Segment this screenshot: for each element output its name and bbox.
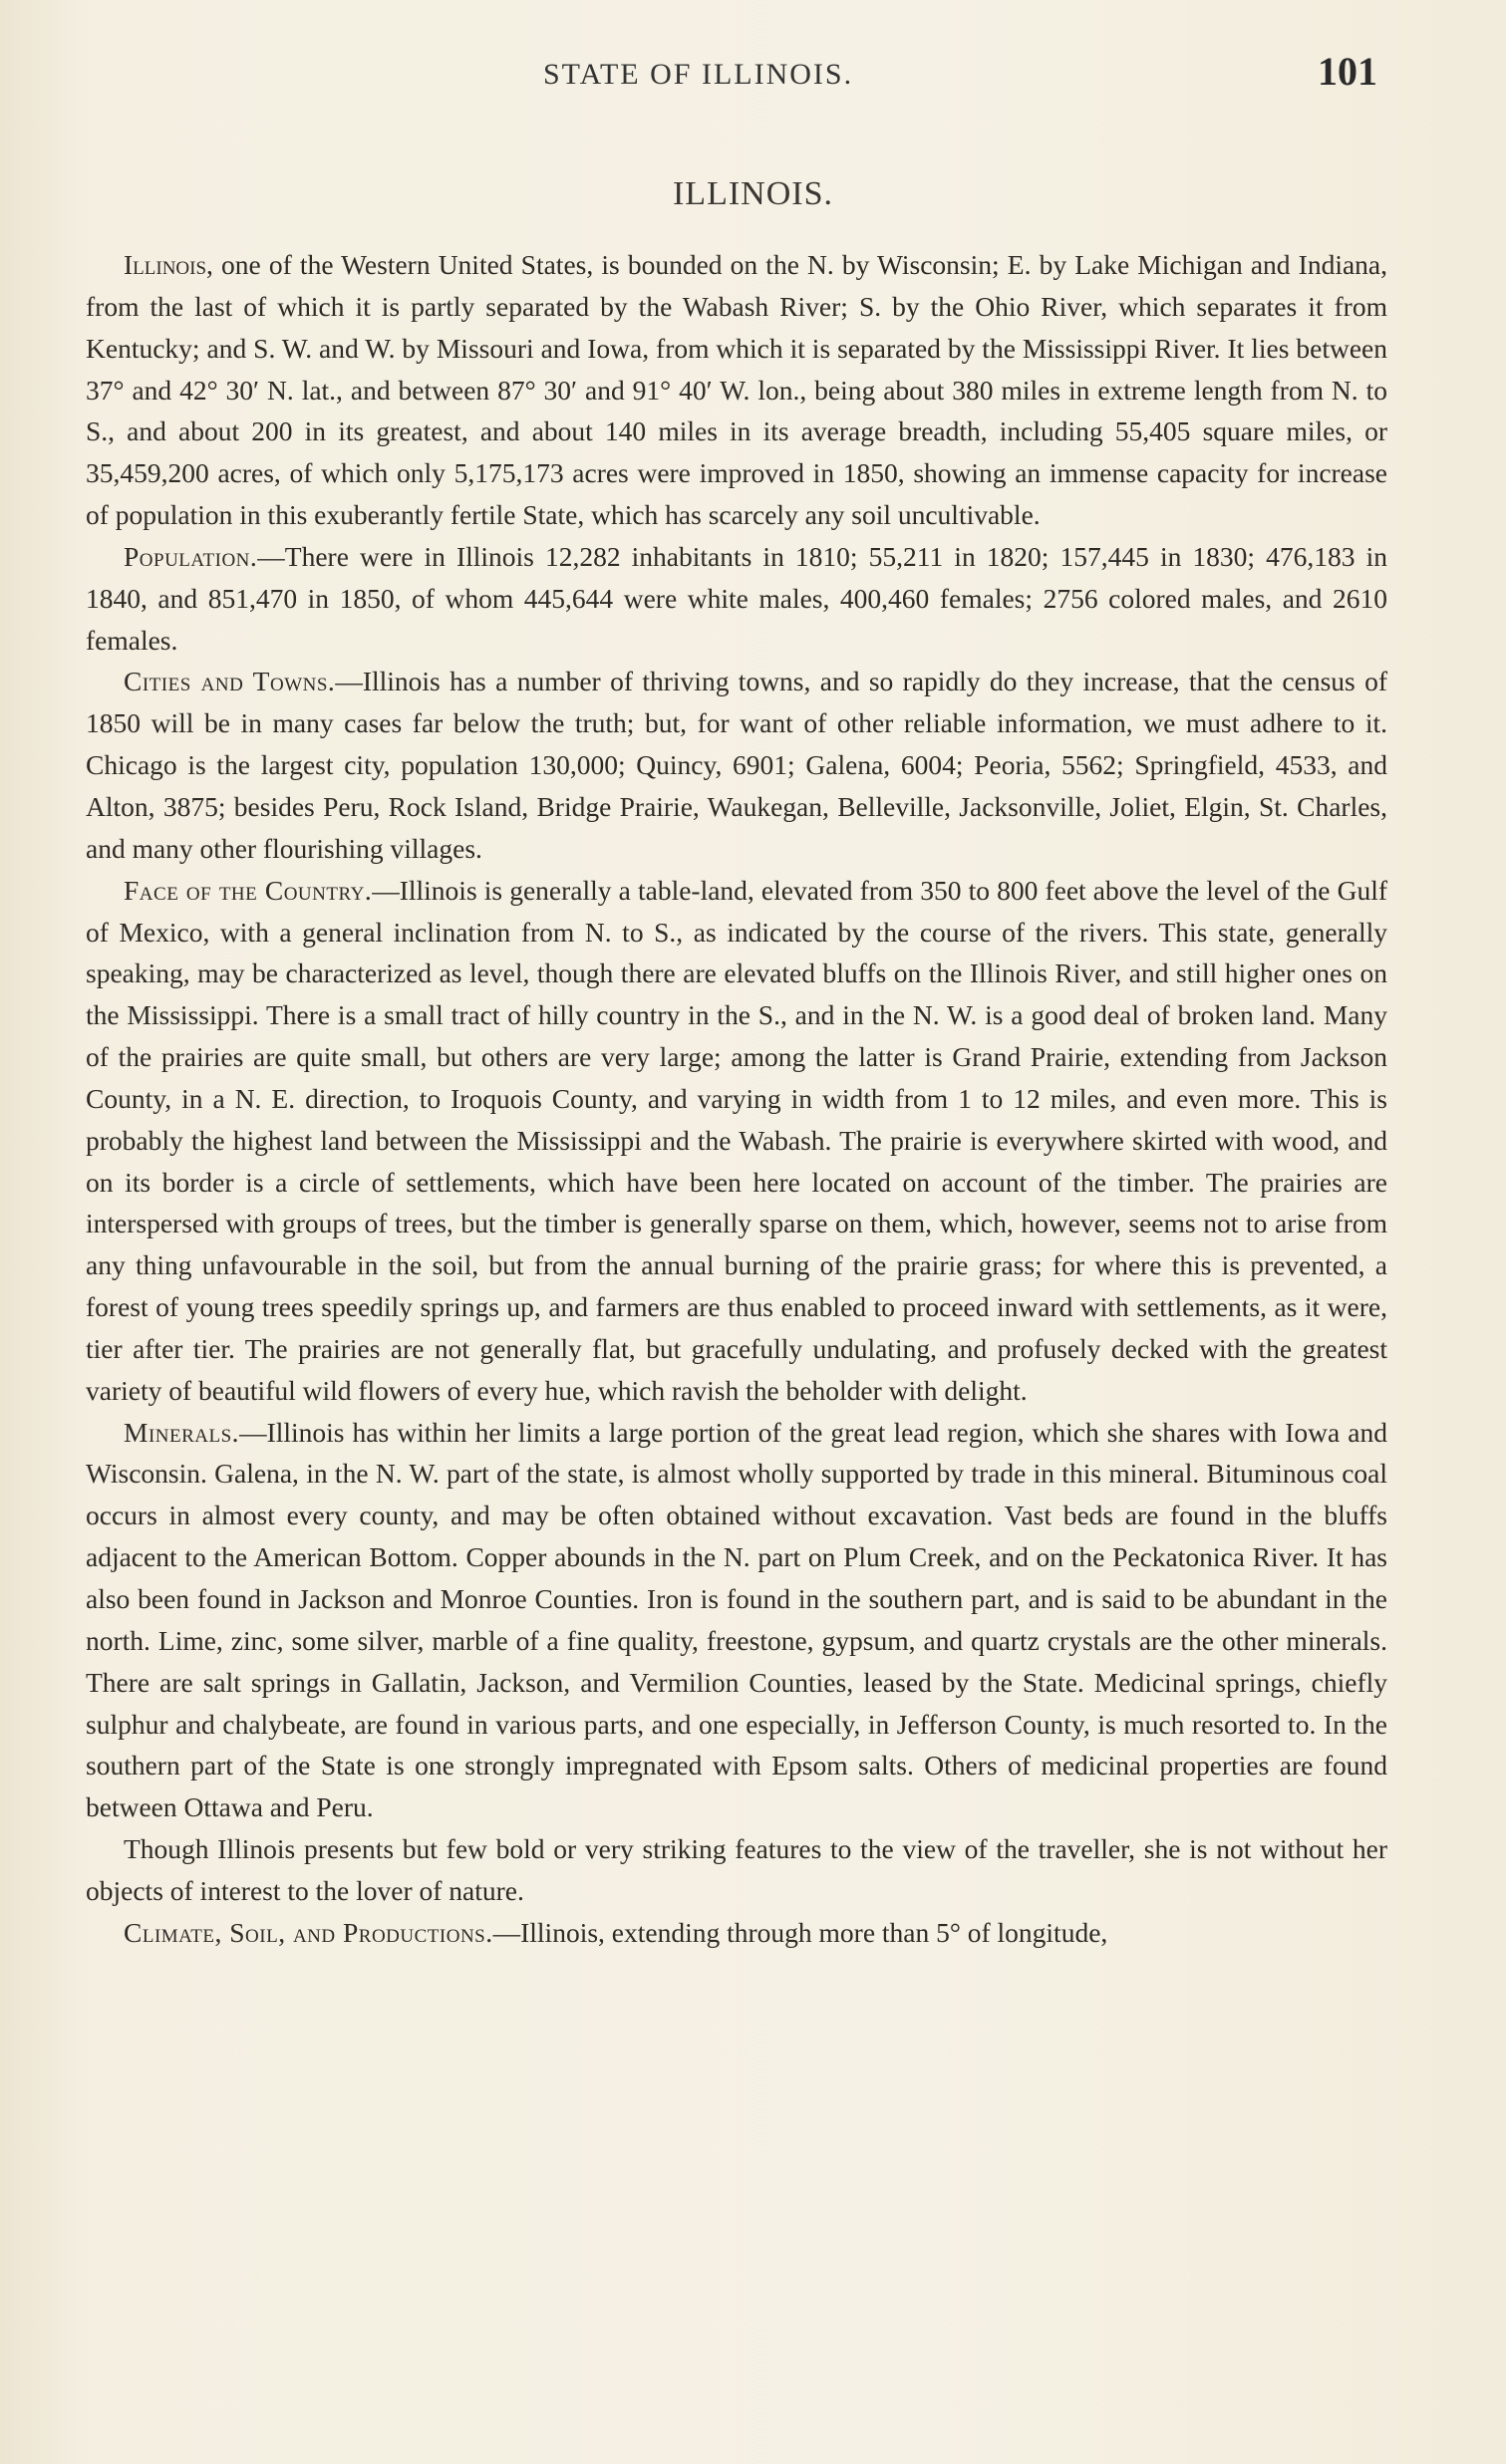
paragraph-features xyxy=(86,1828,1387,1912)
running-head xyxy=(0,48,1506,108)
article-title: ILLINOIS. xyxy=(672,175,834,212)
paragraph-text: Though Illinois presents but few bold or very striking features to the view of the traveller, she is not without her objects of interest to the lover of nature. xyxy=(86,1833,1387,1906)
paragraph-text: —Illinois is generally a table-land, elevated from 350 to 800 feet above the level of the Gulf of Mexico, with a general inclination from N. to S., as indicated by the course of the rivers. This state, generally speaking, may be characterized as level, though there are elevated bluffs on the Illinois River, and still higher ones on the Mississippi. There is a small tract of hilly country in the S., and in the N. W. is a good deal of broken land. Many of the prairies are quite small, but others are very large; among the latter is Grand Prairie, extending from Jackson County, in a N. E. direction, to Iroquois County, and varying in width from 1 to 12 miles, and even more. This is probably the highest land between the Mississippi and the Wabash. The prairie is everywhere skirted with wood, and on its border is a circle of settlements, which have been here located on account of the timber. The prairies are interspersed with groups of trees, but the timber is generally sparse on them, which, however, seems not to arise from any thing unfavourable in the soil, but from the annual burning of the prairie grass; for where this is prevented, a forest of young trees speedily springs up, and farmers are thus enabled to proceed inward with settlements, as it were, tier after tier. The prairies are not generally flat, but gracefully undulating, and profusely decked with the greatest variety of beautiful wild flowers of every hue, which ravish the beholder with delight. xyxy=(86,874,1387,1406)
paragraph-text: —Illinois, extending through more than 5° of longitude, xyxy=(492,1916,1108,1948)
running-head-title: STATE OF ILLINOIS. xyxy=(543,58,854,91)
paragraph-text: one of the Western United States, is bounded on the N. by Wisconsin; E. by Lake Michigan and Indiana, from the last of which it is partly separated by the Wabash River; S. by the Ohio River, which separates it from Kentucky; and S. W. and W. by Missouri and Iowa, from which it is separated by the Mississippi River. It lies between 37° and 42° 30′ N. lat., and between 87° 30′ and 91° 40′ W. lon., being about 380 miles in extreme length from N. to S., and about 200 in its greatest, and about 140 miles in its average breadth, including 55,405 square miles, or 35,459,200 acres, of which only 5,175,173 acres were improved in 1850, showing an immense capacity for increase of population in this exuberantly fertile State, which has scarcely any soil uncultivable. xyxy=(86,249,1387,531)
paragraph-intro xyxy=(86,244,1387,536)
paragraph-cities-and-towns xyxy=(86,661,1387,869)
page-number: 101 xyxy=(1318,49,1377,94)
paragraph-lead: Cities and Towns. xyxy=(124,666,336,697)
paragraph-population xyxy=(86,536,1387,662)
paragraph-text: —There were in Illinois 12,282 inhabitants in 1810; 55,211 in 1820; 157,445 in 1830; 476,183 in 1840, and 851,470 in 1850, of whom 445,644 were white males, 400,460 females; 2756 colored males, and 2610 females. xyxy=(86,540,1387,656)
paragraph-climate xyxy=(86,1912,1387,1954)
paragraph-face-of-country xyxy=(86,870,1387,1412)
paragraph-text: —Illinois has within her limits a large portion of the great lead region, which she shares with Iowa and Wisconsin. Galena, in the N. W. part of the state, is almost wholly supported by trade in this mineral. Bituminous coal occurs in almost every county, and may be often obtained without excavation. Vast beds are found in the bluffs adjacent to the American Bottom. Copper abounds in the N. part on Plum Creek, and on the Peckatonica River. It has also been found in Jackson and Monroe Counties. Iron is found in the southern part, and is said to be abundant in the north. Lime, zinc, some silver, marble of a fine quality, freestone, gypsum, and quartz crystals are the other minerals. There are salt springs in Gallatin, Jackson, and Vermilion Counties, leased by the State. Medicinal springs, chiefly sulphur and chalybeate, are found in various parts, and one especially, in Jefferson County, is much resorted to. In the southern part of the State is one strongly impregnated with Epsom salts. Others of medicinal properties are found between Ottawa and Peru. xyxy=(86,1416,1387,1823)
paragraph-lead: Face of the Country. xyxy=(124,874,373,906)
paragraph-lead: Population. xyxy=(124,540,258,572)
paragraph-text: —Illinois has a number of thriving towns, and so rapidly do they increase, that the census of 1850 will be in many cases far below the truth; but, for want of other reliable information, we must adhere to it. Chicago is the largest city, population 130,000; Quincy, 6901; Galena, 6004; Peoria, 5562; Springfield, 4533, and Alton, 3875; besides Peru, Rock Island, Bridge Prairie, Waukegan, Belleville, Jacksonville, Joliet, Elgin, St. Charles, and many other flourishing villages. xyxy=(86,666,1387,864)
paragraph-lead: Climate, Soil, and Productions. xyxy=(124,1916,493,1948)
article-body xyxy=(86,244,1387,1954)
paragraph-lead: Illinois, xyxy=(124,249,213,280)
paragraph-minerals xyxy=(86,1412,1387,1828)
paragraph-lead: Minerals. xyxy=(124,1416,240,1448)
